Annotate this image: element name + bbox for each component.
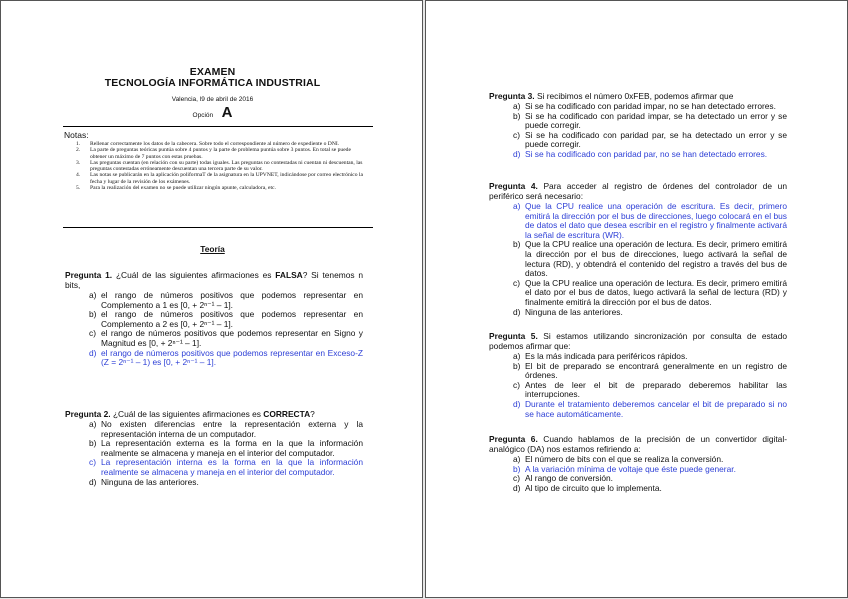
- question-stem: [65, 270, 363, 290]
- question-text: ¿Cuál de las siguientes afirmaciones es: [115, 270, 272, 280]
- option-text: Ninguna de las anteriores.: [101, 476, 199, 487]
- option-text: Es la más indicada para periféricos rápidos.: [525, 351, 688, 361]
- question-text: Para acceder al registro de órdenes del controlador de un periférico será necesario:: [489, 181, 787, 201]
- answer-options: [513, 352, 787, 419]
- question-5: [489, 331, 787, 419]
- answer-option: [513, 150, 787, 160]
- answer-option: [513, 279, 787, 308]
- answer-options: [89, 420, 363, 487]
- answer-options: [513, 102, 787, 160]
- question-text-end: ? Si tenemos n bits,: [65, 270, 364, 290]
- option-letter: d): [513, 482, 521, 493]
- answer-option: [89, 310, 363, 329]
- answer-options: [513, 455, 787, 493]
- question-label: Pregunta 2.: [65, 409, 111, 419]
- question-text-end: ?: [310, 409, 315, 419]
- exam-date: Valencia, l9 de abril de 2016: [171, 96, 254, 103]
- answer-options: [89, 291, 363, 368]
- option-text: La representación interna es la forma en la que la información realmente se almacena y maneja en el interior del computador.: [101, 457, 363, 477]
- note-item: [74, 160, 364, 173]
- option-text: Que la CPU realice una operación de escritura. Es decir, primero emitirá la dirección por el bus de direcciones, luego colocará en el bus de datos el dato que desea escribir en el registro y finalmente activará la señal de escritura (WR).: [525, 201, 787, 240]
- notes-top-rule: [63, 126, 373, 127]
- answer-option: [513, 131, 787, 150]
- answer-option: [513, 362, 787, 381]
- option-letter: c): [513, 277, 520, 288]
- option-text: el rango de números positivos que podemos representar en Complemento a 2 es [0, + 2ⁿ⁻¹ – 1].: [101, 309, 363, 329]
- answer-option: [513, 484, 787, 494]
- option-text: Que la CPU realice una operación de lectura. Es decir, primero emitirá el dato por el bus de datos, luego activará la señal de lectura (RD) y finalmente emitirá la dirección por el bus de datos.: [525, 277, 787, 307]
- option-text: No existen diferencias entre la representación externa y la representación interna de un computador.: [101, 419, 363, 439]
- option-letter: d): [513, 306, 521, 317]
- exam-page-1: [0, 0, 423, 598]
- note-item: [74, 172, 364, 185]
- option-text: Durante el tratamiento deberemos cancelar el bit de preparado si no se hace automáticamente.: [525, 398, 787, 419]
- answer-option: [513, 202, 787, 240]
- question-1: [65, 270, 363, 368]
- option-letter: a): [513, 351, 521, 361]
- note-text: Para la realización del examen no se puede utilizar ningún apunte, calculadora, etc.: [90, 185, 276, 192]
- option-letter: c): [513, 473, 520, 484]
- option-letter: b): [89, 438, 97, 449]
- section-title: Teoría: [200, 244, 225, 254]
- option-text: La representación externa es la forma en la que la información realmente se almacena y maneja en el interior del computador.: [101, 438, 363, 458]
- option-text: Al rango de conversión.: [525, 473, 613, 484]
- question-text: Cuando hablamos de la precisión de un convertidor digital-analógico (DA) nos estamos refiriendo a:: [489, 434, 787, 454]
- question-keyword: CORRECTA: [263, 409, 311, 419]
- option-letter: a): [89, 290, 97, 300]
- option-letter: b): [513, 360, 521, 371]
- option-letter: d): [89, 476, 97, 487]
- answer-option: [513, 381, 787, 400]
- answer-options: [513, 202, 787, 317]
- question-6: [489, 434, 787, 493]
- option-letter: c): [89, 457, 96, 468]
- question-text: ¿Cuál de las siguientes afirmaciones es: [112, 409, 261, 419]
- question-label: Pregunta 3.: [489, 91, 535, 101]
- option-letter: a): [513, 101, 521, 111]
- note-text: Las preguntas cuentan (en relación con su parte) todas iguales. Las preguntas no contestadas ni cuentan ni descuentan, las preguntas contestadas erróneamente descuentan una tercera parte de su valor.: [90, 159, 363, 173]
- question-4: [489, 181, 787, 317]
- notes-title: Notas:: [64, 130, 89, 140]
- option-letter: b): [89, 309, 97, 320]
- subject-title: TECNOLOGÍA INFORMÁTICA INDUSTRIAL: [104, 77, 321, 89]
- option-text: Al tipo de circuito que lo implementa.: [525, 482, 662, 493]
- question-stem: [489, 331, 787, 351]
- question-stem: [65, 409, 363, 419]
- option-text: Si se ha codificado con paridad impar, no se han detectado errores.: [525, 101, 776, 111]
- question-3: [489, 91, 787, 160]
- answer-option: [89, 349, 363, 368]
- answer-option: [513, 308, 787, 318]
- option-text: A la variación mínima de voltaje que éste puede generar.: [525, 463, 736, 474]
- option-text: Si se ha codificado con paridad par, no se han detectado errores.: [525, 148, 768, 159]
- option-letter: a): [89, 419, 97, 429]
- option-text: el rango de números positivos que podemos representar en Complemento a 1 es [0, + 2ⁿ⁻¹ – 1].: [101, 290, 363, 310]
- notes-list: [74, 141, 364, 191]
- option-letter: c): [513, 379, 520, 390]
- question-stem: [489, 91, 787, 101]
- option-letter: c): [89, 328, 96, 339]
- note-number: 3.: [76, 159, 81, 166]
- answer-option: [89, 458, 363, 477]
- answer-option: [513, 240, 787, 278]
- note-text: Las notas se publicarán en la aplicación poliformaT de la asignatura en la UPVNET, indicándose por correo electrónico la fecha y lugar de la revisión de los exámenes.: [90, 172, 364, 185]
- option-text: Si se ha codificado con paridad impar, se ha detectado un error y se puede corregir.: [525, 110, 787, 131]
- question-label: Pregunta 5.: [489, 331, 538, 341]
- option-letter: b): [513, 239, 521, 250]
- answer-option: [89, 420, 363, 439]
- note-item: [74, 147, 364, 160]
- answer-option: [89, 478, 363, 488]
- question-keyword: FALSA: [275, 270, 303, 280]
- option-label: Opción: [192, 112, 214, 119]
- answer-option: [89, 291, 363, 310]
- option-letter: a): [513, 201, 521, 211]
- option-text: Ninguna de las anteriores.: [525, 306, 623, 317]
- question-stem: [489, 434, 787, 454]
- question-stem: [489, 181, 787, 201]
- exam-page-2: [425, 0, 848, 598]
- question-label: Pregunta 6.: [489, 434, 538, 444]
- answer-option: [89, 439, 363, 458]
- note-number: 4.: [76, 172, 81, 179]
- note-text: Rellenar correctamente los datos de la cabecera. Sobre todo el correspondiente al número de expediente o DNI.: [90, 141, 340, 147]
- option-value: A: [221, 104, 233, 121]
- question-2: [65, 409, 363, 487]
- option-text: el rango de números positivos que podemos representar en Exceso-Z (Z = 2ⁿ⁻¹ – 1) es [0, + 2ⁿ⁻¹ – 1].: [101, 347, 363, 368]
- answer-option: [89, 329, 363, 348]
- option-text: Si se ha codificado con paridad par, se ha detectado un error y se puede corregir.: [525, 129, 787, 150]
- question-text: Si recibimos el número 0xFEB, podemos afirmar que: [536, 91, 734, 101]
- note-text: La parte de preguntas teóricas puntúa sobre 4 puntos y la parte de problema puntúa sobre 3 puntos. En total se puede obtener un máximo de 7 puntos con estas pruebas.: [90, 147, 351, 160]
- note-item: [74, 185, 364, 191]
- option-letter: a): [513, 454, 521, 464]
- exam-option: [1, 104, 424, 122]
- option-text: El bit de preparado se encontrará generalmente en un registro de órdenes.: [525, 360, 787, 381]
- option-letter: c): [513, 129, 520, 140]
- answer-option: [513, 112, 787, 131]
- exam-title: EXAMEN: [189, 66, 236, 78]
- option-letter: b): [513, 110, 521, 121]
- answer-option: [513, 400, 787, 419]
- option-text: el rango de números positivos que podemos representar en Signo y Magnitud es [0, + 2ⁿ⁻¹ – 1].: [101, 328, 363, 348]
- option-letter: d): [513, 398, 521, 409]
- option-letter: d): [89, 347, 97, 358]
- question-label: Pregunta 4.: [489, 181, 538, 191]
- option-letter: b): [513, 463, 521, 474]
- option-text: Antes de leer el bit de preparado deberemos habilitar las interrupciones.: [525, 379, 787, 400]
- option-letter: d): [513, 148, 521, 159]
- note-number: 2.: [76, 147, 81, 154]
- option-text: El número de bits con el que se realiza la conversión.: [525, 454, 724, 464]
- question-label: Pregunta 1.: [65, 270, 113, 280]
- option-text: Que la CPU realice una operación de lectura. Es decir, primero emitirá la dirección por el bus de direcciones, luego activará la señal de lectura (RD), y obtendrá el contenido del registro a través del bus de datos.: [525, 239, 787, 279]
- question-text: Si estamos utilizando sincronización por consulta de estado podemos afirmar que:: [489, 331, 788, 351]
- note-number: 5.: [76, 185, 81, 192]
- notes-bottom-rule: [63, 227, 373, 228]
- note-number: 1.: [76, 141, 81, 147]
